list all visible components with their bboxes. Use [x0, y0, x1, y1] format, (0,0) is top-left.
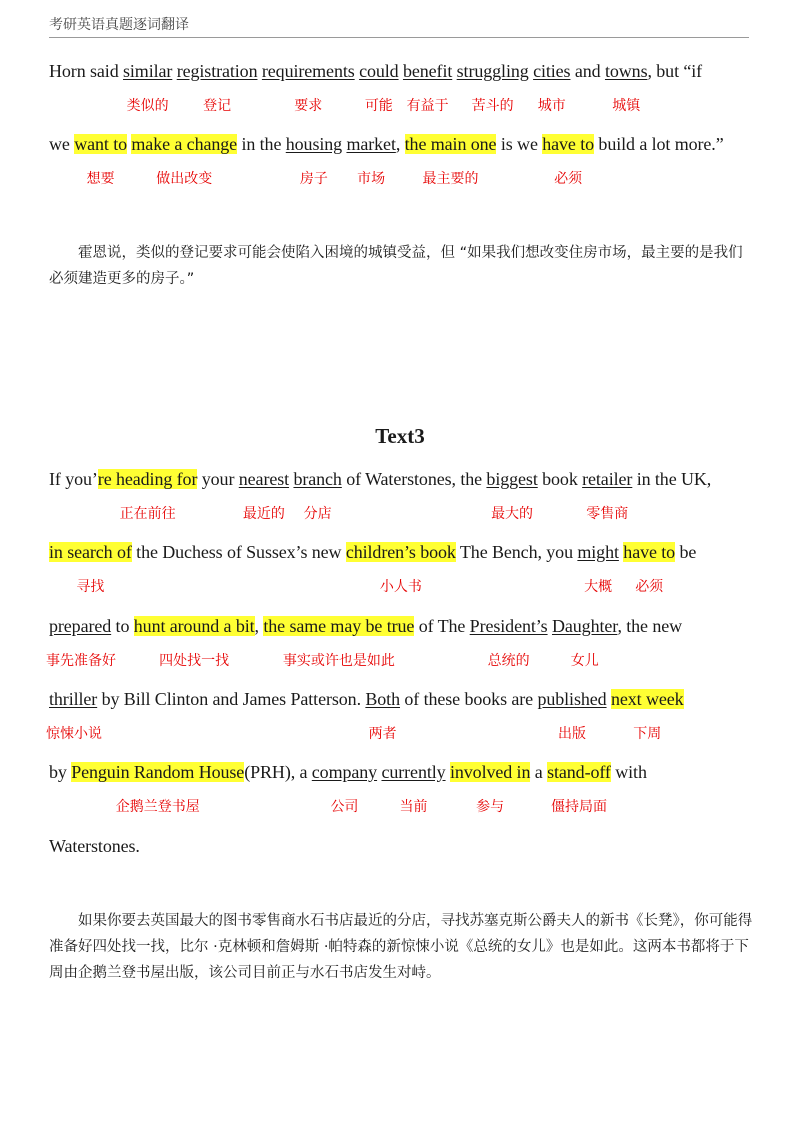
annotation-gloss: 类似的	[126, 98, 169, 114]
highlighted-phrase: make a change	[131, 134, 238, 154]
text-segment: a	[530, 762, 548, 782]
annotation-gloss: 四处找一找	[159, 653, 230, 669]
translation-paragraph: 如果你要去英国最大的图书零售商水石书店最近的分店，寻找苏塞克斯公爵夫人的新书《长凳》，你可能得准备好四处找一找，比尔 ·克林顿和詹姆斯 ·帕特森的新惊悚小说《总统的女儿》也是如此。这两本书都将于下周由企鹅兰登书屋出版，该公司目前正与水石书店发生对峙。	[49, 913, 753, 981]
annotation-gloss: 两者	[368, 726, 397, 742]
annotation-gloss: 零售商	[586, 506, 629, 522]
annotation-gloss: 城市	[537, 98, 566, 114]
annotation-gloss: 女儿	[570, 653, 599, 669]
annotation-gloss: 事实或许也是如此	[282, 653, 395, 669]
section2-line-3	[49, 615, 759, 637]
underlined-word: biggest	[486, 469, 538, 489]
annotation-gloss: 企鹅兰登书屋	[115, 799, 200, 815]
underlined-word: published	[537, 689, 607, 709]
section-1-translation	[49, 240, 755, 292]
section-title: Text3	[375, 424, 425, 448]
underlined-word: housing	[285, 134, 343, 154]
annotation-gloss: 僵持局面	[550, 799, 607, 815]
text-segment: your	[197, 469, 239, 489]
highlighted-phrase: involved in	[449, 762, 531, 782]
annotation-gloss: 要求	[294, 98, 323, 114]
annotation-gloss: 有益于	[406, 98, 449, 114]
text-segment: and	[570, 61, 605, 81]
text-segment: we	[49, 134, 75, 154]
underlined-word: might	[577, 542, 619, 562]
underlined-word: currently	[381, 762, 446, 782]
annotation-gloss: 城镇	[612, 98, 641, 114]
text-segment: ,	[254, 616, 264, 636]
annotation-gloss: 做出改变	[156, 171, 213, 187]
annotation-gloss: 大概	[584, 579, 613, 595]
annotation-gloss: 小人书	[379, 579, 422, 595]
text-segment: the Duchess of Sussex’s new	[131, 542, 346, 562]
underlined-word: market	[346, 134, 396, 154]
highlighted-phrase: re heading for	[97, 469, 198, 489]
text-segment: of Waterstones, the	[341, 469, 487, 489]
text-segment: of these books are	[399, 689, 538, 709]
section2-line-2	[49, 541, 759, 563]
highlighted-phrase: the same may be true	[263, 616, 415, 636]
text-segment: by	[49, 762, 72, 782]
highlighted-phrase: in search of	[49, 542, 132, 562]
text-segment: Horn said	[49, 61, 123, 81]
annotation-gloss: 公司	[330, 799, 359, 815]
section2-line-4	[49, 688, 759, 710]
text-segment: with	[610, 762, 647, 782]
text-segment: Waterstones.	[49, 836, 140, 856]
annotation-gloss: 参与	[476, 799, 505, 815]
highlighted-phrase: have to	[542, 134, 595, 154]
underlined-word: President’s	[469, 616, 548, 636]
highlighted-phrase: Penguin Random House	[71, 762, 245, 782]
section2-line-6	[49, 835, 759, 857]
underlined-word: could	[359, 61, 399, 81]
annotation-gloss: 登记	[203, 98, 232, 114]
highlighted-phrase: stand-off	[547, 762, 611, 782]
highlighted-phrase: want to	[74, 134, 127, 154]
annotation-gloss: 最主要的	[422, 171, 479, 187]
underlined-word: registration	[176, 61, 258, 81]
text-segment	[452, 61, 456, 81]
annotation-gloss: 出版	[558, 726, 586, 742]
annotation-gloss: 总统的	[487, 653, 530, 669]
annotation-gloss: 房子	[299, 171, 328, 187]
underlined-word: benefit	[402, 61, 453, 81]
annotation-gloss: 正在前往	[119, 506, 176, 522]
annotation-gloss: 分店	[303, 506, 332, 522]
text-segment: build a lot more.”	[594, 134, 724, 154]
underlined-word: requirements	[261, 61, 355, 81]
highlighted-phrase: have to	[623, 542, 676, 562]
underlined-word: similar	[123, 61, 173, 81]
underlined-word: nearest	[238, 469, 290, 489]
text-segment: in the	[237, 134, 286, 154]
annotation-gloss: 下周	[633, 726, 662, 742]
highlighted-phrase: children’s book	[345, 542, 456, 562]
translation-paragraph: 霍恩说，类似的登记要求可能会使陷入困境的城镇受益，但 “如果我们想改变住房市场，最主要的是我们必须建造更多的房子。”	[49, 245, 743, 287]
annotation-gloss: 寻找	[76, 579, 105, 595]
section2-line-1	[49, 468, 759, 490]
section2-line-5	[49, 761, 759, 783]
underlined-word: retailer	[582, 469, 633, 489]
underlined-word: towns	[604, 61, 648, 81]
text-segment: ,	[395, 134, 405, 154]
text-segment: , but “if	[647, 61, 703, 81]
text-segment: , the new	[617, 616, 683, 636]
text-segment: be	[675, 542, 697, 562]
annotation-gloss: 市场	[357, 171, 386, 187]
annotation-gloss: 最大的	[491, 506, 534, 522]
section1-line-1	[49, 60, 759, 82]
text-segment: in the UK,	[632, 469, 712, 489]
underlined-word: Daughter	[551, 616, 618, 636]
underlined-word: company	[311, 762, 378, 782]
underlined-word: thriller	[49, 689, 98, 709]
annotation-gloss: 可能	[364, 98, 393, 114]
underlined-word: branch	[293, 469, 342, 489]
underlined-word: struggling	[456, 61, 529, 81]
annotation-gloss: 最近的	[242, 506, 285, 522]
highlighted-phrase: hunt around a bit	[133, 616, 255, 636]
highlighted-phrase: the main one	[404, 134, 497, 154]
annotation-gloss: 事先准备好	[46, 653, 116, 669]
text-segment: to	[111, 616, 134, 636]
annotation-gloss: 惊悚小说	[46, 726, 102, 742]
annotation-gloss: 必须	[554, 171, 583, 187]
section1-line-2	[49, 133, 759, 155]
underlined-word: Both	[365, 689, 400, 709]
text-segment: by Bill Clinton and James Patterson.	[97, 689, 366, 709]
annotation-gloss: 苦斗的	[471, 98, 514, 114]
text-segment: of The	[414, 616, 470, 636]
text-segment: is we	[496, 134, 543, 154]
annotation-gloss: 必须	[635, 579, 664, 595]
underlined-word: prepared	[49, 616, 112, 636]
text-segment: (PRH), a	[244, 762, 312, 782]
underlined-word: cities	[533, 61, 571, 81]
highlighted-phrase: next week	[610, 689, 684, 709]
annotation-gloss: 当前	[399, 799, 428, 815]
page-header: 考研英语真题逐词翻译	[49, 14, 749, 38]
text-segment: The Bench, you	[455, 542, 578, 562]
section-2-translation	[49, 908, 755, 986]
annotation-gloss: 想要	[86, 171, 115, 187]
text-segment: book	[537, 469, 583, 489]
text-segment: If you’	[49, 469, 98, 489]
